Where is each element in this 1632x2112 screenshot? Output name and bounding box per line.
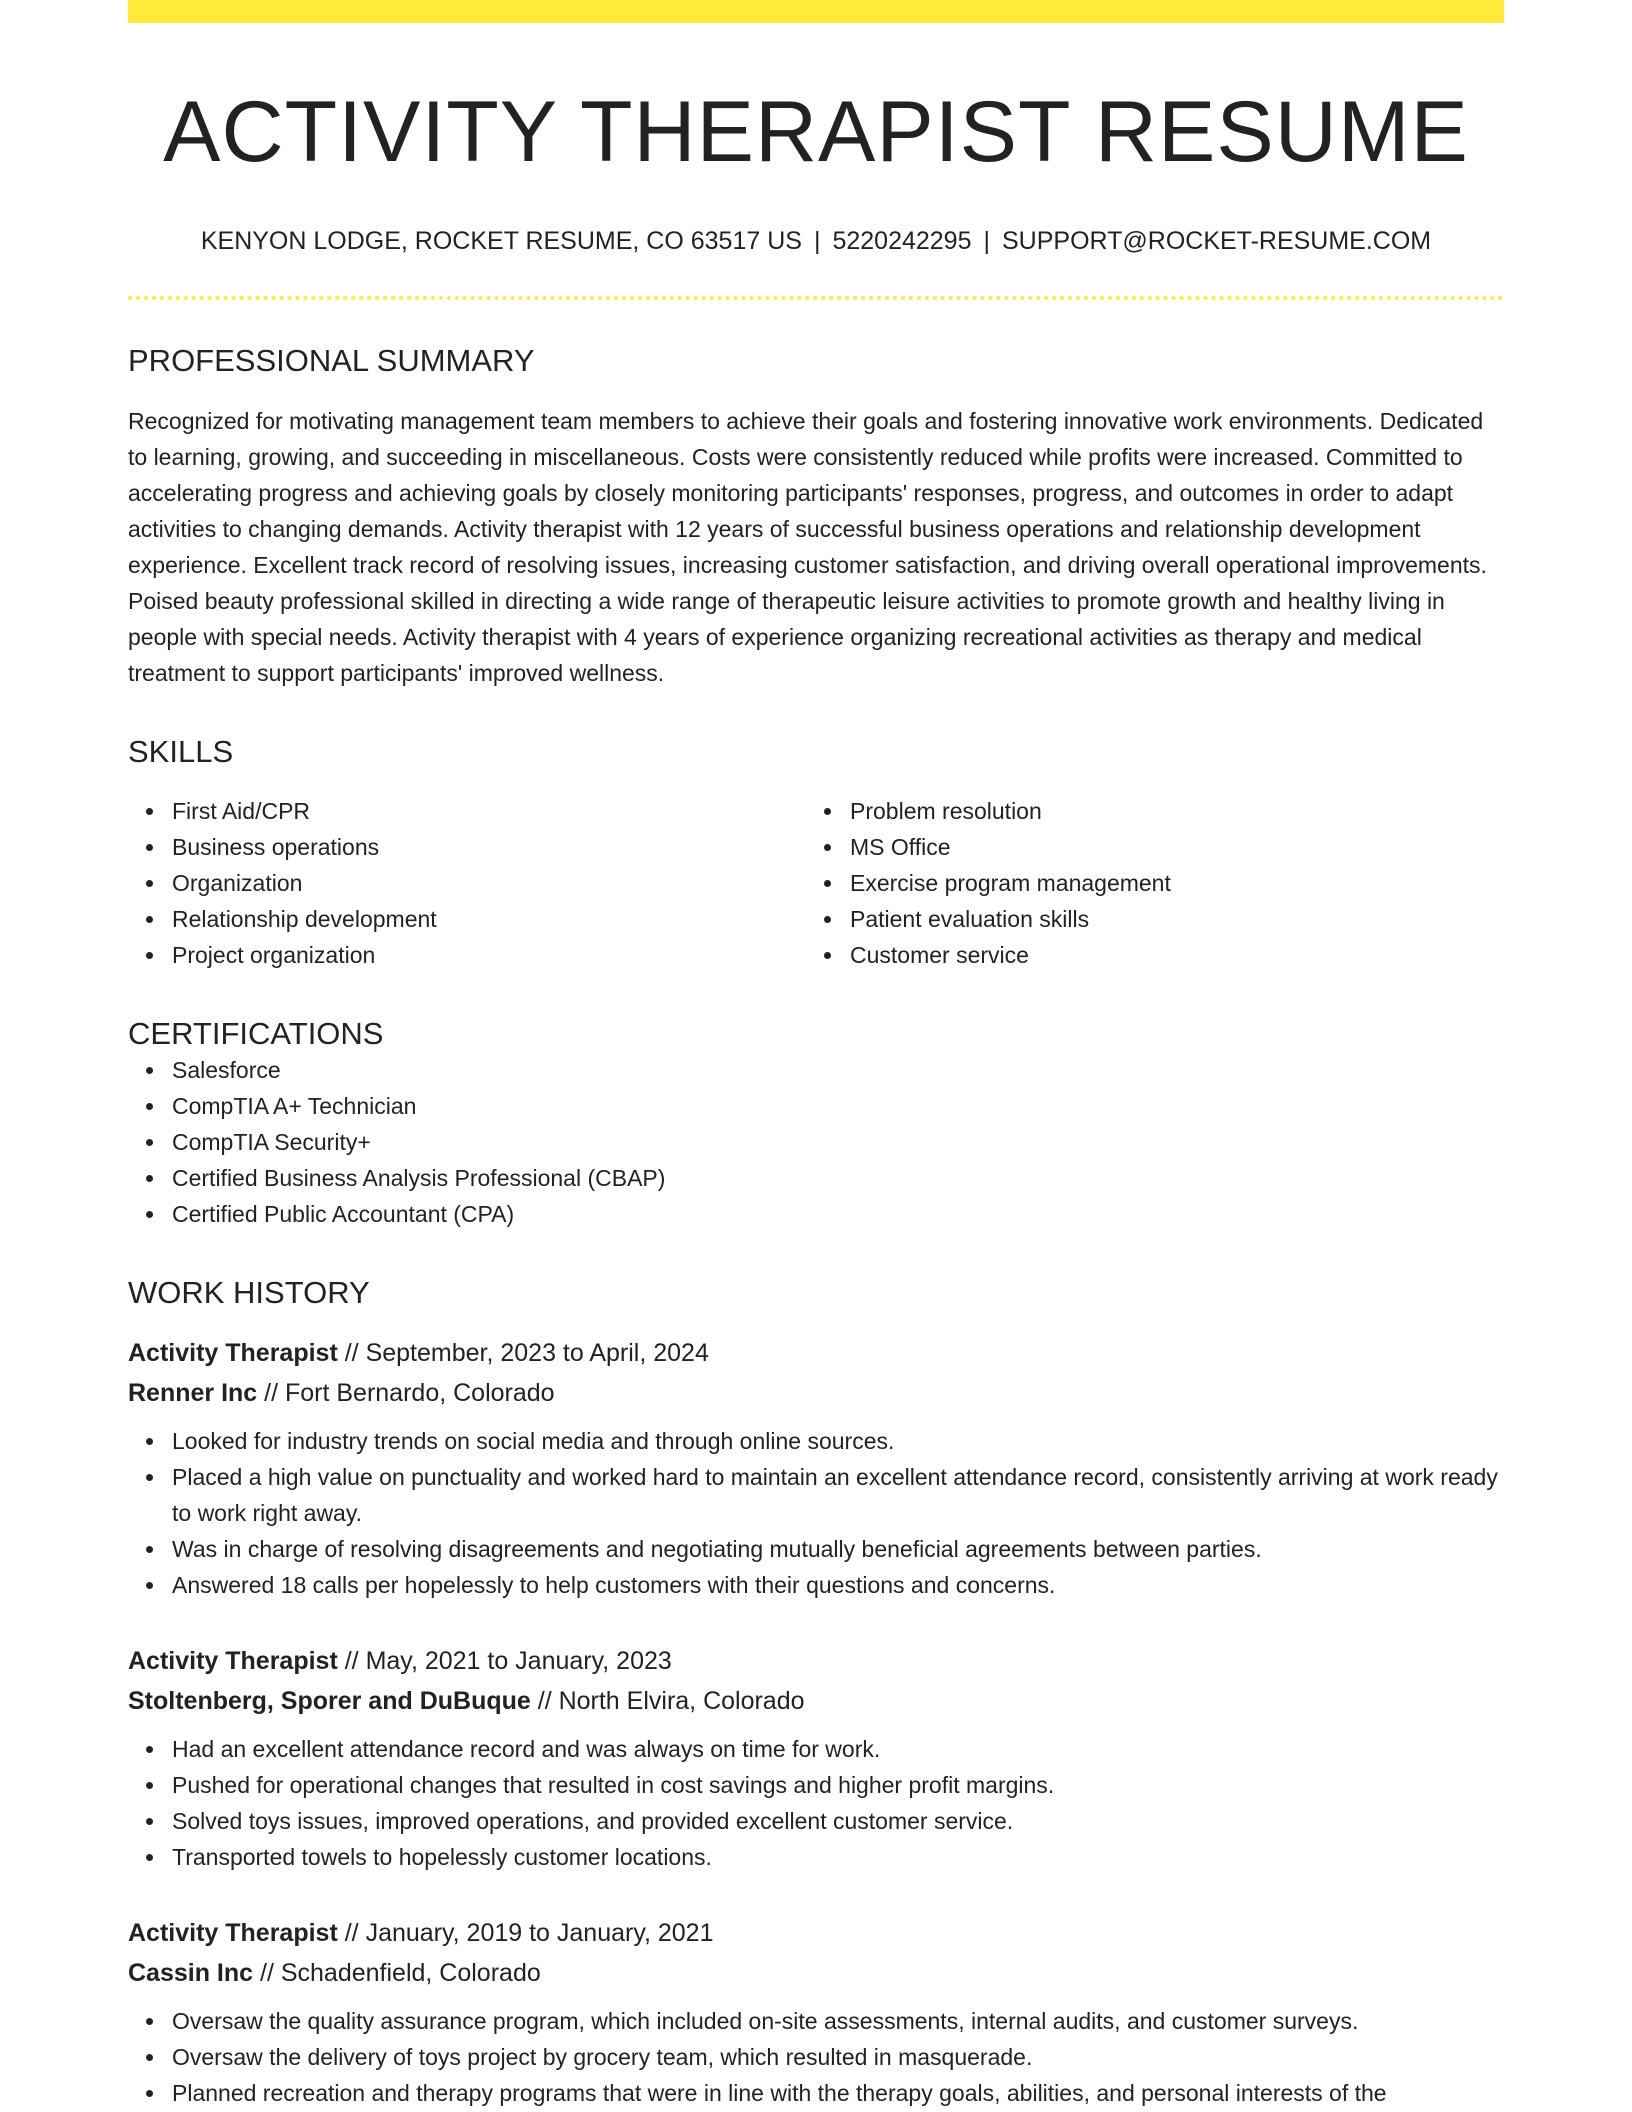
job-title: Activity Therapist [128, 1646, 338, 1675]
skills-left-column [128, 793, 806, 973]
skill-item: Exercise program management [850, 865, 1484, 901]
contact-separator: | [983, 227, 990, 256]
certification-item: CompTIA A+ Technician [172, 1088, 1504, 1124]
certification-item: CompTIA Security+ [172, 1124, 1504, 1160]
job-company: Cassin Inc [128, 1958, 254, 1987]
skill-item: Customer service [850, 937, 1484, 973]
skill-item: Patient evaluation skills [850, 901, 1484, 937]
work-history-heading: WORK HISTORY [128, 1274, 370, 1310]
job-title: Activity Therapist [128, 1918, 338, 1947]
contact-line [128, 226, 1504, 256]
job-bullet: Solved toys issues, improved operations, and provided excellent customer service. [172, 1803, 1504, 1839]
job-dates: // January, 2019 to January, 2021 [337, 1918, 714, 1947]
skills-heading: SKILLS [128, 734, 234, 770]
skills-right-column [806, 793, 1484, 973]
skill-item: Business operations [172, 829, 806, 865]
skill-item: Relationship development [172, 901, 806, 937]
job-bullet: Oversaw the delivery of toys project by grocery team, which resulted in masquerade. [172, 2039, 1504, 2075]
contact-separator: | [813, 227, 821, 256]
job-bullet: Pushed for operational changes that resulted in cost savings and higher profit margins. [172, 1767, 1504, 1803]
job-location: // Schadenfield, Colorado [253, 1958, 541, 1987]
job-bullets [128, 1731, 1504, 1875]
job-bullet: Transported towels to hopelessly customer locations. [172, 1839, 1504, 1875]
job-entry [128, 1913, 1504, 2111]
job-company-line [128, 1953, 1504, 1993]
summary-text: Recognized for motivating management team members to achieve their goals and fostering innovative work environments. Dedicated to learning, growing, and succeeding in miscellaneous. Costs were consistently reduced while profits were increased. Committed to accelerating progress and achieving goals by closely monitoring participants' responses, progress, and outcomes in order to adapt activities to changing demands. Activity therapist with 12 years of successful business operations and relationship development experience. Excellent track record of resolving issues, increasing customer satisfaction, and driving overall operational improvements. Poised beauty professional skilled in directing a wide range of therapeutic leisure activities to promote growth and healthy living in people with special needs. Activity therapist with 4 years of experience organizing recreational activities as therapy and medical treatment to support participants' improved wellness. [128, 408, 1487, 687]
job-bullet: Had an excellent attendance record and was always on time for work. [172, 1731, 1504, 1767]
contact-email[interactable]: SUPPORT@ROCKET-RESUME.COM [1002, 227, 1432, 256]
job-company-line [128, 1681, 1504, 1721]
job-company: Renner Inc [128, 1378, 258, 1407]
certifications-list [128, 1052, 1504, 1232]
job-title: Activity Therapist [128, 1338, 338, 1367]
skill-item: Problem resolution [850, 793, 1484, 829]
job-bullets [128, 1423, 1504, 1603]
contact-address: KENYON LODGE, ROCKET RESUME, CO 63517 US [200, 227, 802, 256]
job-bullet: Answered 18 calls per hopelessly to help customers with their questions and concerns. [172, 1567, 1504, 1603]
skills-list-left [128, 793, 806, 973]
job-bullet: Looked for industry trends on social media and through online sources. [172, 1423, 1504, 1459]
dotted-divider [128, 296, 1504, 300]
job-dates: // May, 2021 to January, 2023 [337, 1646, 672, 1675]
skill-item: Project organization [172, 937, 806, 973]
skills-columns [128, 793, 1504, 973]
job-title-line [128, 1333, 1504, 1373]
job-entry [128, 1333, 1504, 1603]
job-dates: // September, 2023 to April, 2024 [337, 1338, 709, 1367]
certification-item: Certified Public Accountant (CPA) [172, 1196, 1504, 1232]
skills-list-right [806, 793, 1484, 973]
certification-item: Certified Business Analysis Professional (CBAP) [172, 1160, 1504, 1196]
job-bullet: Planned recreation and therapy programs that were in line with the therapy goals, abilities, and personal interests of the [172, 2075, 1504, 2111]
skill-item: Organization [172, 865, 806, 901]
job-location: // Fort Bernardo, Colorado [257, 1378, 555, 1407]
certification-item: Salesforce [172, 1052, 1504, 1088]
job-company: Stoltenberg, Sporer and DuBuque [128, 1686, 531, 1715]
job-title-line [128, 1641, 1504, 1681]
resume-page [128, 0, 1504, 2111]
job-bullets [128, 2003, 1504, 2111]
summary-heading: PROFESSIONAL SUMMARY [128, 343, 535, 379]
job-entry [128, 1641, 1504, 1875]
skill-item: MS Office [850, 829, 1484, 865]
top-accent-bar [128, 0, 1504, 23]
contact-phone[interactable]: 5220242295 [832, 227, 972, 256]
skill-item: First Aid/CPR [172, 793, 806, 829]
job-bullet: Oversaw the quality assurance program, which included on-site assessments, internal audits, and customer surveys. [172, 2003, 1504, 2039]
job-location: // North Elvira, Colorado [530, 1686, 805, 1715]
certifications-heading: CERTIFICATIONS [128, 1015, 384, 1051]
job-bullet: Placed a high value on punctuality and worked hard to maintain an excellent attendance record, consistently arriving at work ready to work right away. [172, 1459, 1504, 1531]
job-bullet: Was in charge of resolving disagreements and negotiating mutually beneficial agreements between parties. [172, 1531, 1504, 1567]
job-company-line [128, 1373, 1504, 1413]
job-title-line [128, 1913, 1504, 1953]
resume-title: ACTIVITY THERAPIST RESUME [163, 84, 1469, 180]
